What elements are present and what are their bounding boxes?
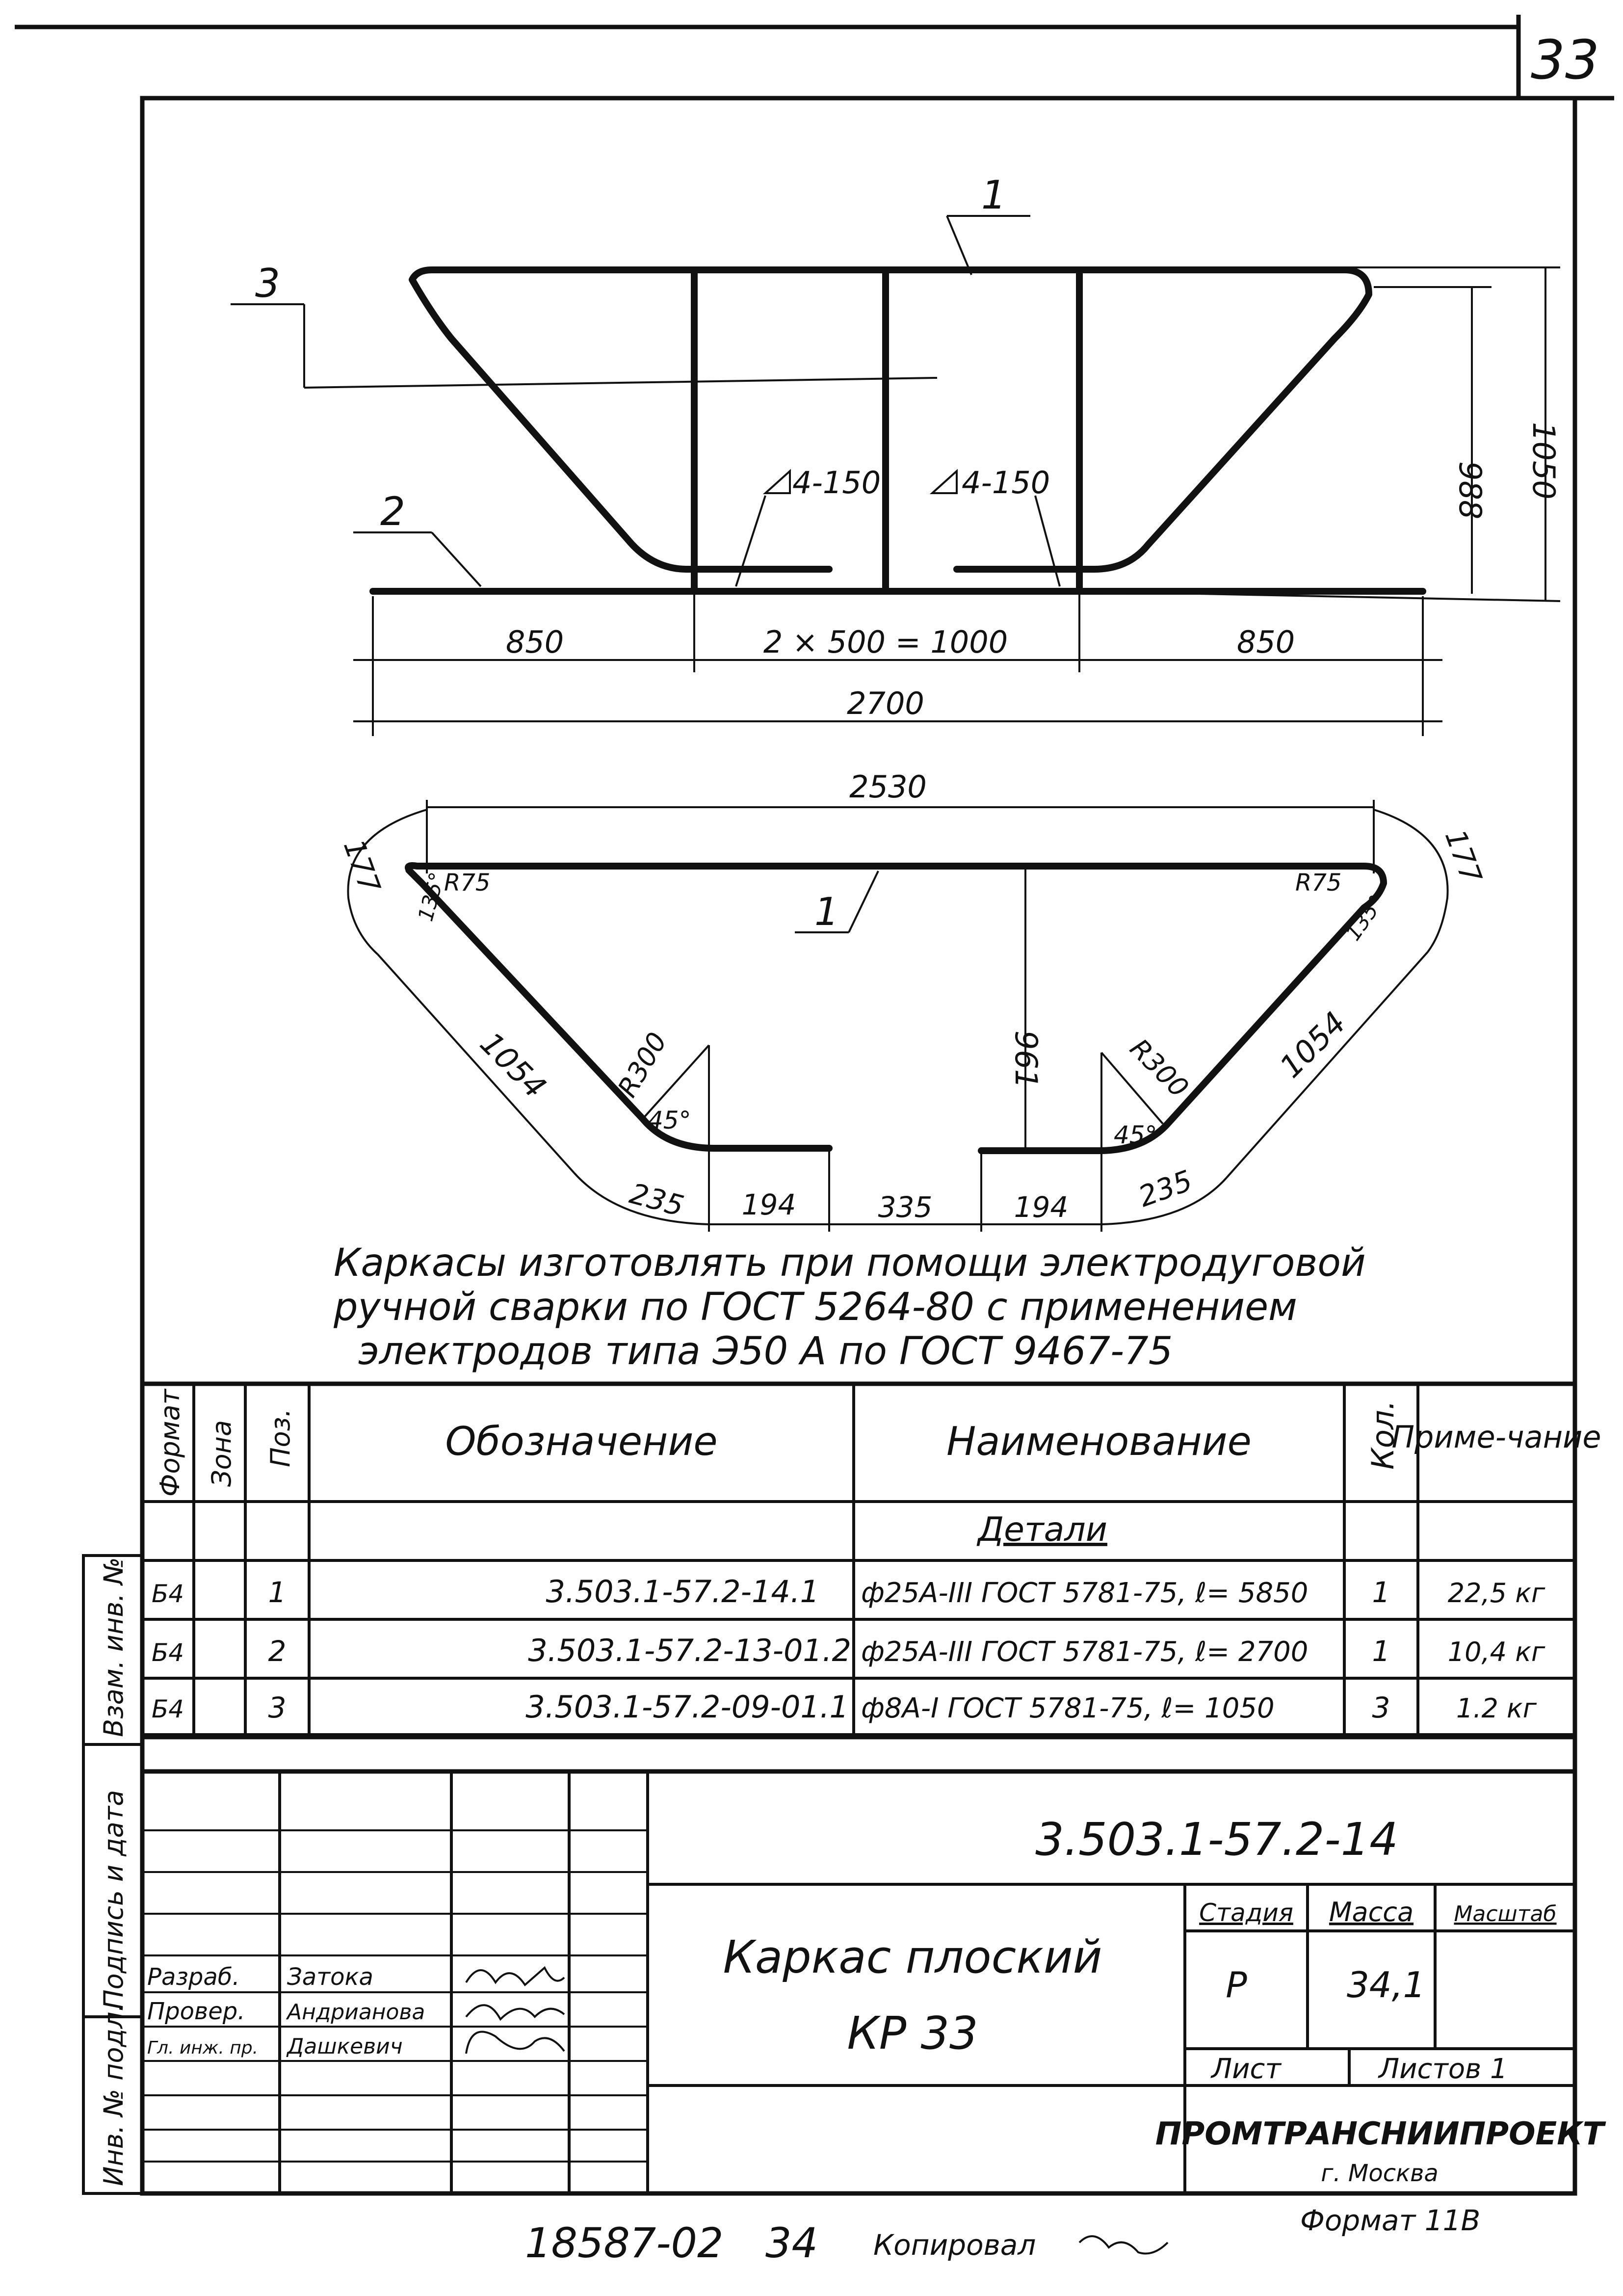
scale-label: Масштаб xyxy=(1454,1901,1557,1927)
row3-note: 1.2 кг xyxy=(1456,1693,1537,1724)
dim-850-left: 850 xyxy=(505,624,564,660)
mass-value: 34,1 xyxy=(1347,1964,1426,2006)
signature-chief-engineer xyxy=(466,2032,564,2054)
row1-name: ф25А-III ГОСТ 5781-75, ℓ= 5850 xyxy=(861,1577,1309,1609)
copier-signature xyxy=(1079,2236,1168,2253)
row3-format: Б4 xyxy=(151,1695,184,1723)
row3-pos: 3 xyxy=(268,1691,287,1724)
dim-194-left: 194 xyxy=(741,1188,796,1221)
sheets-count: Листов 1 xyxy=(1379,2053,1508,2085)
document-code: 3.503.1-57.2-14 xyxy=(1035,1813,1398,1866)
dim-2530: 2530 xyxy=(849,769,927,805)
role-chief-engineer: Гл. инж. пр. xyxy=(147,2038,259,2058)
side-label-replaced-inv: Взам. инв. № xyxy=(98,1557,129,1737)
radius-75-right: R75 xyxy=(1295,869,1342,897)
stage-label: Стадия xyxy=(1199,1899,1293,1927)
row3-qty: 3 xyxy=(1372,1691,1390,1724)
dim-850-right: 850 xyxy=(1236,624,1295,660)
name-chief-engineer: Дашкевич xyxy=(287,2034,403,2059)
callout-2-label: 2 xyxy=(380,489,405,534)
row1-format: Б4 xyxy=(151,1580,184,1608)
angle-45-left: 45° xyxy=(648,1106,691,1135)
row2-qty: 1 xyxy=(1372,1635,1390,1668)
welding-notes xyxy=(333,1241,1366,1373)
row1-designation: 3.503.1-57.2-14.1 xyxy=(546,1574,819,1610)
mass-label: Масса xyxy=(1329,1897,1414,1927)
role-checker: Провер. xyxy=(147,1998,245,2025)
sheet-label: Лист xyxy=(1211,2053,1281,2085)
dim-988: 988 xyxy=(1452,461,1488,520)
dim-2700: 2700 xyxy=(847,686,924,721)
angle-135-right: 135° xyxy=(1341,890,1389,945)
signature-developer xyxy=(466,1968,564,1985)
row2-name: ф25А-III ГОСТ 5781-75, ℓ= 2700 xyxy=(861,1636,1309,1668)
header-designation: Обозначение xyxy=(445,1419,718,1464)
row2-designation: 3.503.1-57.2-13-01.2 xyxy=(528,1633,851,1668)
drawing-title: Каркас плоский xyxy=(723,1931,1102,1983)
dim-1054-left: 1054 xyxy=(473,1025,553,1106)
header-format: Формат xyxy=(155,1389,185,1497)
row2-pos: 2 xyxy=(268,1635,287,1668)
specification-table xyxy=(142,1384,1601,1737)
dim-177-left: 177 xyxy=(337,835,387,897)
section-details: Детали xyxy=(978,1510,1107,1549)
angle-135-left: 135° xyxy=(413,870,449,924)
bar-1-shape xyxy=(408,866,1384,1151)
dim-335: 335 xyxy=(878,1190,933,1224)
header-name: Наименование xyxy=(946,1419,1252,1464)
header-pos: Поз. xyxy=(265,1408,296,1467)
row1-qty: 1 xyxy=(1372,1576,1390,1609)
organization-city: г. Москва xyxy=(1321,2160,1439,2187)
dim-235-right: 235 xyxy=(1134,1163,1197,1214)
dim-235-left: 235 xyxy=(626,1176,687,1223)
sheet-frame xyxy=(15,15,1614,2193)
footer-sheet-number: 34 xyxy=(765,2219,818,2267)
footer xyxy=(525,2204,1480,2267)
header-note: Приме-чание xyxy=(1391,1419,1601,1455)
footer-format: Формат 11В xyxy=(1300,2204,1481,2237)
dim-1054-right: 1054 xyxy=(1272,1004,1353,1085)
role-developer: Разраб. xyxy=(147,1963,240,1991)
callout-3-label: 3 xyxy=(255,261,280,306)
footer-copied-by: Копировал xyxy=(873,2228,1036,2262)
note-line-2: ручной сварки по ГОСТ 5264-80 с применением xyxy=(334,1285,1297,1329)
header-zone: Зона xyxy=(206,1420,237,1487)
header-qty: Кол. xyxy=(1365,1400,1401,1470)
bending-callout-1: 1 xyxy=(814,890,839,934)
callout-1-label: 1 xyxy=(981,172,1006,218)
name-developer: Затока xyxy=(287,1963,373,1991)
dim-177-right: 177 xyxy=(1438,825,1489,888)
dim-194-right: 194 xyxy=(1014,1190,1069,1224)
radius-300-left: R300 xyxy=(611,1027,673,1103)
radius-300-right: R300 xyxy=(1124,1032,1195,1104)
row3-name: ф8А-I ГОСТ 5781-75, ℓ= 1050 xyxy=(861,1692,1275,1724)
frame-elevation-view xyxy=(231,172,1562,736)
signature-checker xyxy=(466,2005,564,2019)
name-checker: Андрианова xyxy=(287,2000,425,2025)
row2-note: 10,4 кг xyxy=(1447,1636,1545,1667)
weld-symbol-right: 4-150 xyxy=(962,465,1050,501)
sheet-number: 33 xyxy=(1531,28,1599,91)
side-label-inv-original: Инв. № подл. xyxy=(98,2003,129,2186)
left-side-strip xyxy=(83,1556,142,2193)
note-line-3: электродов типа Э50 А по ГОСТ 9467-75 xyxy=(358,1329,1173,1373)
radius-75-left: R75 xyxy=(444,869,491,897)
bar-bending-view xyxy=(337,769,1489,1232)
row1-pos: 1 xyxy=(268,1576,287,1609)
row1-note: 22,5 кг xyxy=(1447,1578,1545,1609)
dim-1050: 1050 xyxy=(1526,422,1562,500)
row2-format: Б4 xyxy=(151,1638,184,1667)
dim-961: 961 xyxy=(1008,1030,1044,1089)
organization-name: ПРОМТРАНСНИИПРОЕКТ xyxy=(1155,2116,1604,2152)
drawing-mark: КР 33 xyxy=(847,2007,978,2059)
weld-symbol-left: 4-150 xyxy=(792,465,881,501)
footer-archive-number: 18587-02 xyxy=(525,2219,724,2267)
side-label-signature-date: Подпись и дата xyxy=(98,1790,129,2009)
row3-designation: 3.503.1-57.2-09-01.1 xyxy=(525,1689,849,1725)
dim-2x500: 2 × 500 = 1000 xyxy=(763,624,1008,660)
angle-45-right: 45° xyxy=(1114,1121,1157,1149)
stage-value: Р xyxy=(1226,1964,1247,2006)
note-line-1: Каркасы изготовлять при помощи электродуговой xyxy=(334,1241,1366,1285)
title-block xyxy=(142,1771,1606,2193)
bar-position-1 xyxy=(412,270,1369,569)
